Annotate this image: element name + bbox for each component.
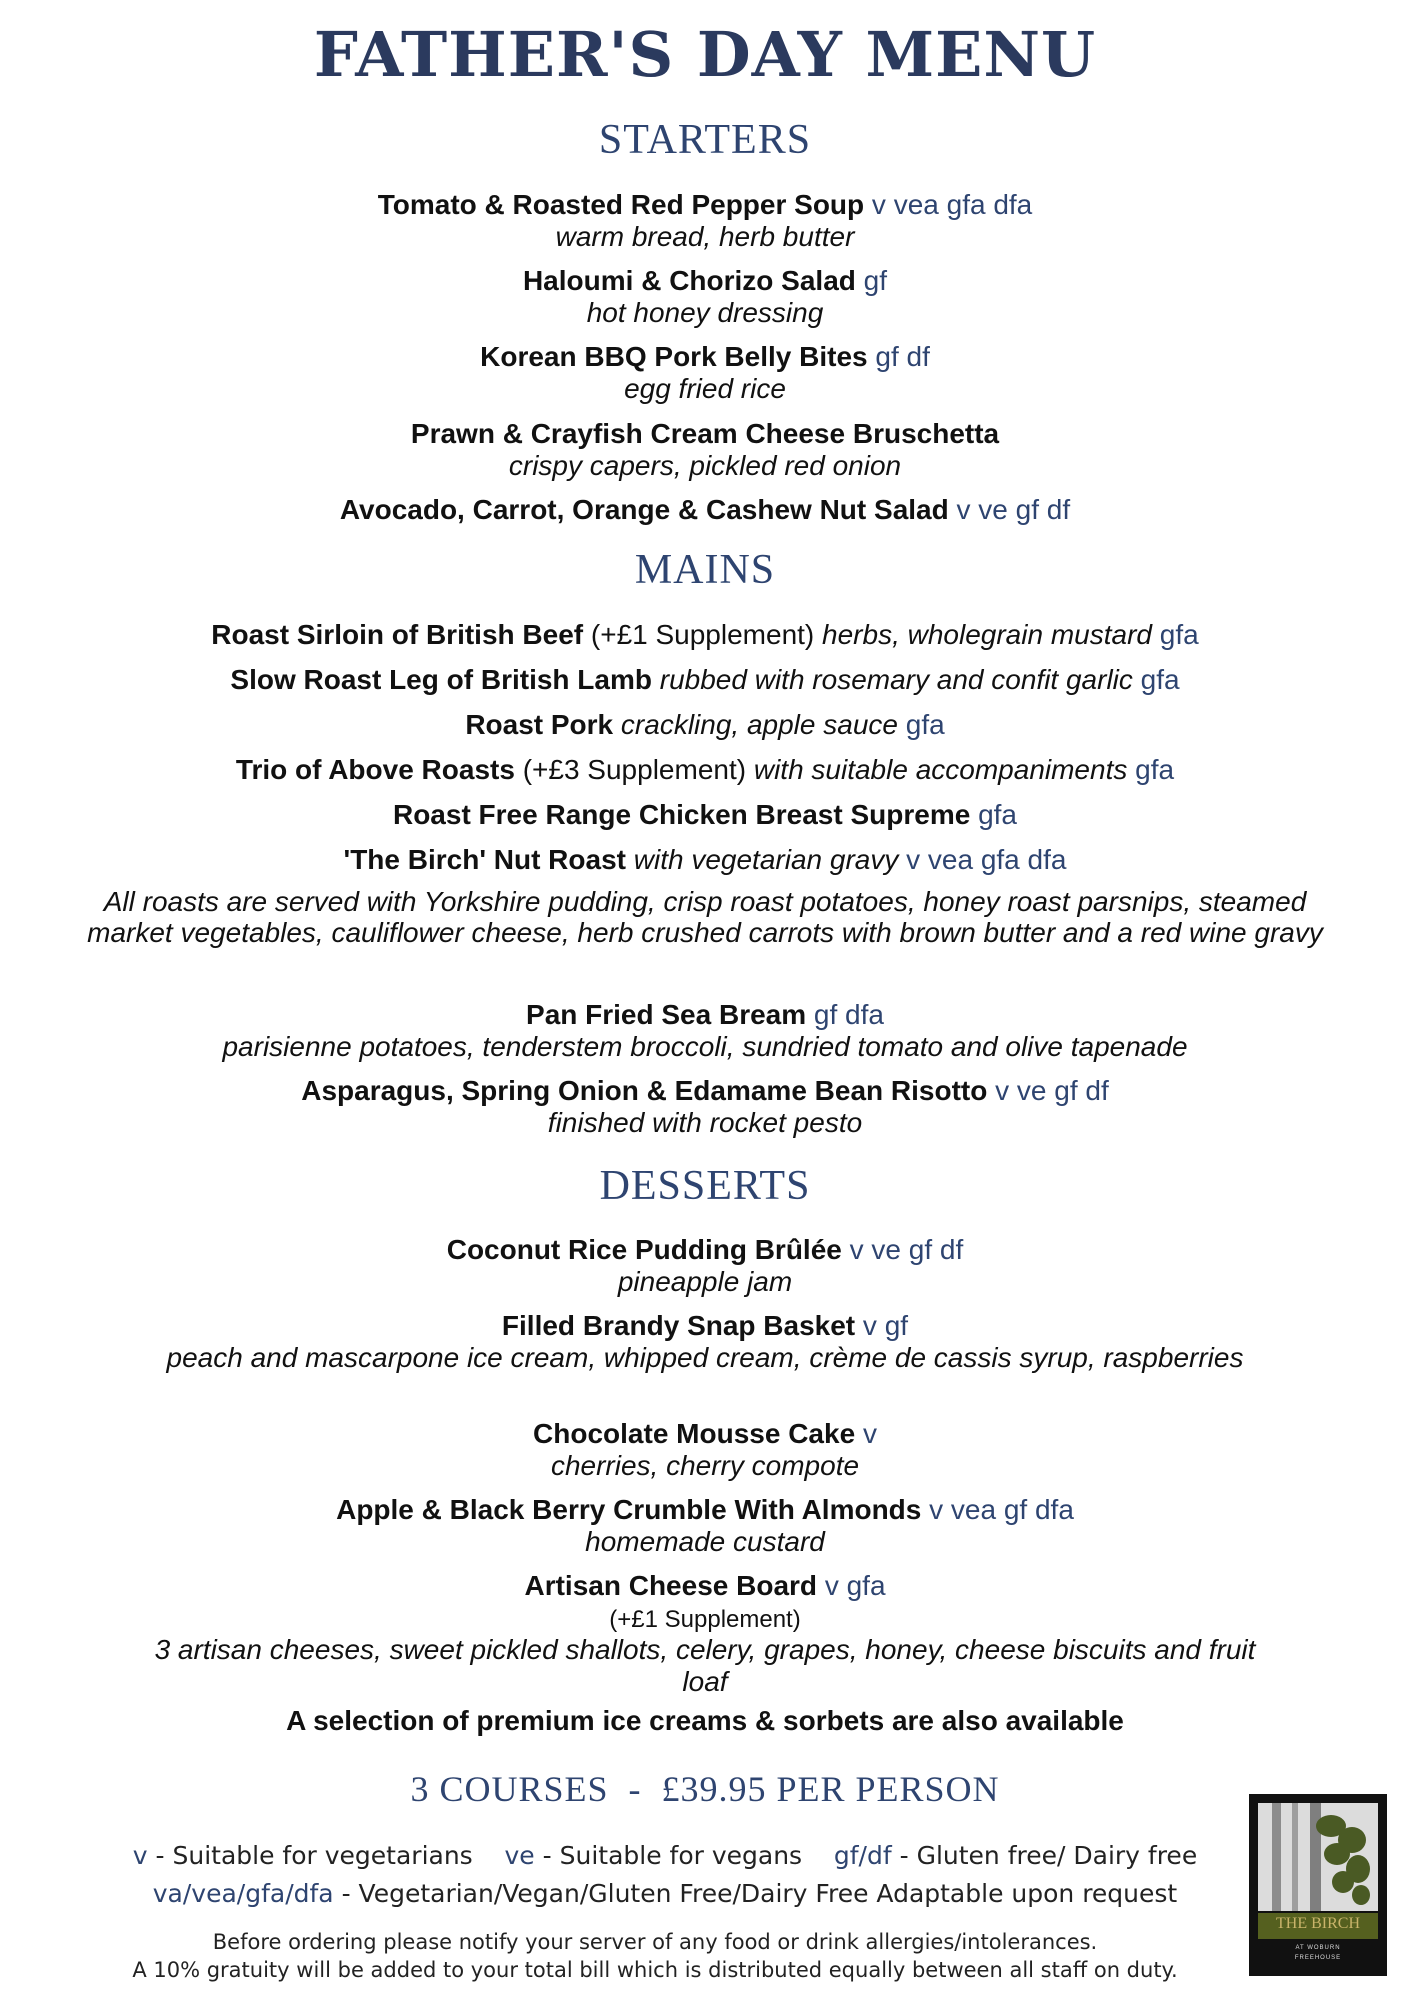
dish-name: Trio of Above Roasts <box>235 754 515 785</box>
dish-name: Haloumi & Chorizo Salad <box>522 265 856 296</box>
dietary-tags: gfa <box>978 799 1018 830</box>
dietary-tags: v gf <box>862 1310 909 1341</box>
dish-description: rubbed with rosemary and confit garlic <box>659 664 1133 695</box>
legend-text-ve: - Suitable for vegans <box>534 1841 803 1870</box>
roast-item <box>40 709 1370 741</box>
dietary-tags: v ve gf df <box>956 494 1071 525</box>
dish-name: Slow Roast Leg of British Lamb <box>230 664 652 695</box>
dish-description: cherries, cherry compote <box>550 1450 860 1481</box>
dish-description: egg fried rice <box>624 373 786 404</box>
dietary-tags: gfa <box>1140 664 1180 695</box>
dish-description: pineapple jam <box>617 1266 793 1297</box>
dish-name: Apple & Black Berry Crumble With Almonds <box>336 1494 922 1525</box>
dish-name: Roast Pork <box>465 709 614 740</box>
legend-key-ve: ve <box>504 1841 535 1870</box>
starters-heading: STARTERS <box>598 117 812 163</box>
legend-key-adaptable: va/vea/gfa/dfa <box>152 1879 334 1908</box>
dish-name: Tomato & Roasted Red Pepper Soup <box>377 189 865 220</box>
dish-description: crispy capers, pickled red onion <box>508 450 902 481</box>
starter-item <box>40 418 1370 482</box>
dish-description: finished with rocket pesto <box>547 1107 863 1138</box>
gratuity-notice: A 10% gratuity will be added to your total bill which is distributed equally between all staff on duty. <box>132 1958 1178 1982</box>
mains-heading: MAINS <box>634 547 776 593</box>
price-line: 3 COURSES - £39.95 PER PERSON <box>410 1769 1000 1809</box>
dietary-tags: gfa <box>905 709 945 740</box>
the-birch-logo <box>1249 1794 1387 1976</box>
dish-name: Korean BBQ Pork Belly Bites <box>480 341 868 372</box>
dietary-legend-adaptable <box>90 1879 1240 1908</box>
dietary-tags: gf dfa <box>813 999 884 1030</box>
logo-sub-location: AT WOBURN <box>1295 1945 1341 1951</box>
dietary-tags: gfa <box>1135 754 1175 785</box>
legend-text-gfdf: - Gluten free/ Dairy free <box>891 1841 1198 1870</box>
legend-text-adaptable: - Vegetarian/Vegan/Gluten Free/Dairy Free Adaptable upon request <box>333 1879 1178 1908</box>
roast-item <box>40 619 1370 651</box>
starter-item <box>40 341 1370 405</box>
dish-name: Filled Brandy Snap Basket <box>501 1310 856 1341</box>
dessert-item <box>160 1310 1250 1374</box>
dietary-legend <box>90 1841 1240 1870</box>
dietary-tags: v vea gfa dfa <box>871 189 1033 220</box>
logo-name: THE BIRCH <box>1276 1915 1360 1932</box>
logo-sub-type: FREEHOUSE <box>1294 1955 1342 1961</box>
dietary-tags: v ve gf df <box>849 1234 964 1265</box>
menu-title: FATHER'S DAY MENU <box>313 18 1097 91</box>
dish-description: parisienne potatoes, tenderstem broccoli, sundried tomato and olive tapenade <box>222 1031 1188 1062</box>
allergy-notice: Before ordering please notify your server of any food or drink allergies/intolerances. <box>212 1930 1098 1954</box>
dietary-tags: gfa <box>1159 619 1199 650</box>
dietary-tags: v <box>862 1418 877 1449</box>
dish-name: Avocado, Carrot, Orange & Cashew Nut Salad <box>339 494 949 525</box>
dessert-item <box>140 1570 1270 1698</box>
dish-description: hot honey dressing <box>586 297 824 328</box>
main-item <box>40 999 1370 1063</box>
supplement-note: (+£1 Supplement) <box>590 619 815 650</box>
dish-description: with vegetarian gravy <box>633 844 899 875</box>
dessert-item <box>40 1234 1370 1298</box>
roast-item <box>40 664 1370 696</box>
dish-description: herbs, wholegrain mustard <box>822 619 1152 650</box>
main-item <box>40 1075 1370 1139</box>
birch-tree-icon <box>1258 1803 1378 1911</box>
legend-key-gfdf: gf/df <box>833 1841 892 1870</box>
dietary-tags: gf <box>863 265 888 296</box>
dietary-tags: v vea gfa dfa <box>906 844 1067 875</box>
starter-item <box>40 265 1370 329</box>
dessert-item <box>40 1418 1370 1482</box>
dish-name: Prawn & Crayfish Cream Cheese Bruschetta <box>410 418 1000 449</box>
dish-description: crackling, apple sauce <box>620 709 898 740</box>
dish-name: Pan Fried Sea Bream <box>526 999 807 1030</box>
dessert-item <box>40 1494 1370 1558</box>
dish-name: Coconut Rice Pudding Brûlée <box>446 1234 842 1265</box>
dietary-tags: gf df <box>875 341 930 372</box>
dish-name: Roast Free Range Chicken Breast Supreme <box>392 799 971 830</box>
starter-item <box>40 494 1370 526</box>
supplement-note: (+£3 Supplement) <box>522 754 747 785</box>
dish-description: with suitable accompaniments <box>753 754 1128 785</box>
starter-item <box>40 189 1370 253</box>
ice-cream-note: A selection of premium ice creams & sorbets are also available <box>286 1705 1124 1736</box>
dish-name: Chocolate Mousse Cake <box>533 1418 856 1449</box>
dish-description: peach and mascarpone ice cream, whipped cream, crème de cassis syrup, raspberries <box>166 1342 1244 1373</box>
roast-item <box>40 754 1370 786</box>
dietary-tags: v ve gf df <box>995 1075 1109 1106</box>
dish-description: warm bread, herb butter <box>555 221 855 252</box>
desserts-heading: DESSERTS <box>599 1163 811 1209</box>
roast-item <box>40 844 1370 876</box>
dietary-tags: v gfa <box>824 1570 886 1601</box>
supplement-note: (+£1 Supplement) <box>609 1606 801 1633</box>
roasts-accompaniments-note: All roasts are served with Yorkshire pudding, crisp roast potatoes, honey roast parsnips, steamed market vegetables, cauliflower cheese, herb crushed carrots with brown butter and a red wine gravy <box>87 886 1323 948</box>
legend-text-v: - Suitable for vegetarians <box>147 1841 473 1870</box>
roast-item <box>40 799 1370 831</box>
dietary-tags: v vea gf dfa <box>929 1494 1074 1525</box>
dish-name: 'The Birch' Nut Roast <box>343 844 626 875</box>
dish-description: homemade custard <box>585 1526 825 1557</box>
dish-name: Roast Sirloin of British Beef <box>211 619 584 650</box>
legend-key-v: v <box>132 1841 148 1870</box>
dish-name: Artisan Cheese Board <box>524 1570 818 1601</box>
dish-description: 3 artisan cheeses, sweet pickled shallots, celery, grapes, honey, cheese biscuits and fruit loaf <box>154 1634 1256 1697</box>
dish-name: Asparagus, Spring Onion & Edamame Bean Risotto <box>301 1075 988 1106</box>
